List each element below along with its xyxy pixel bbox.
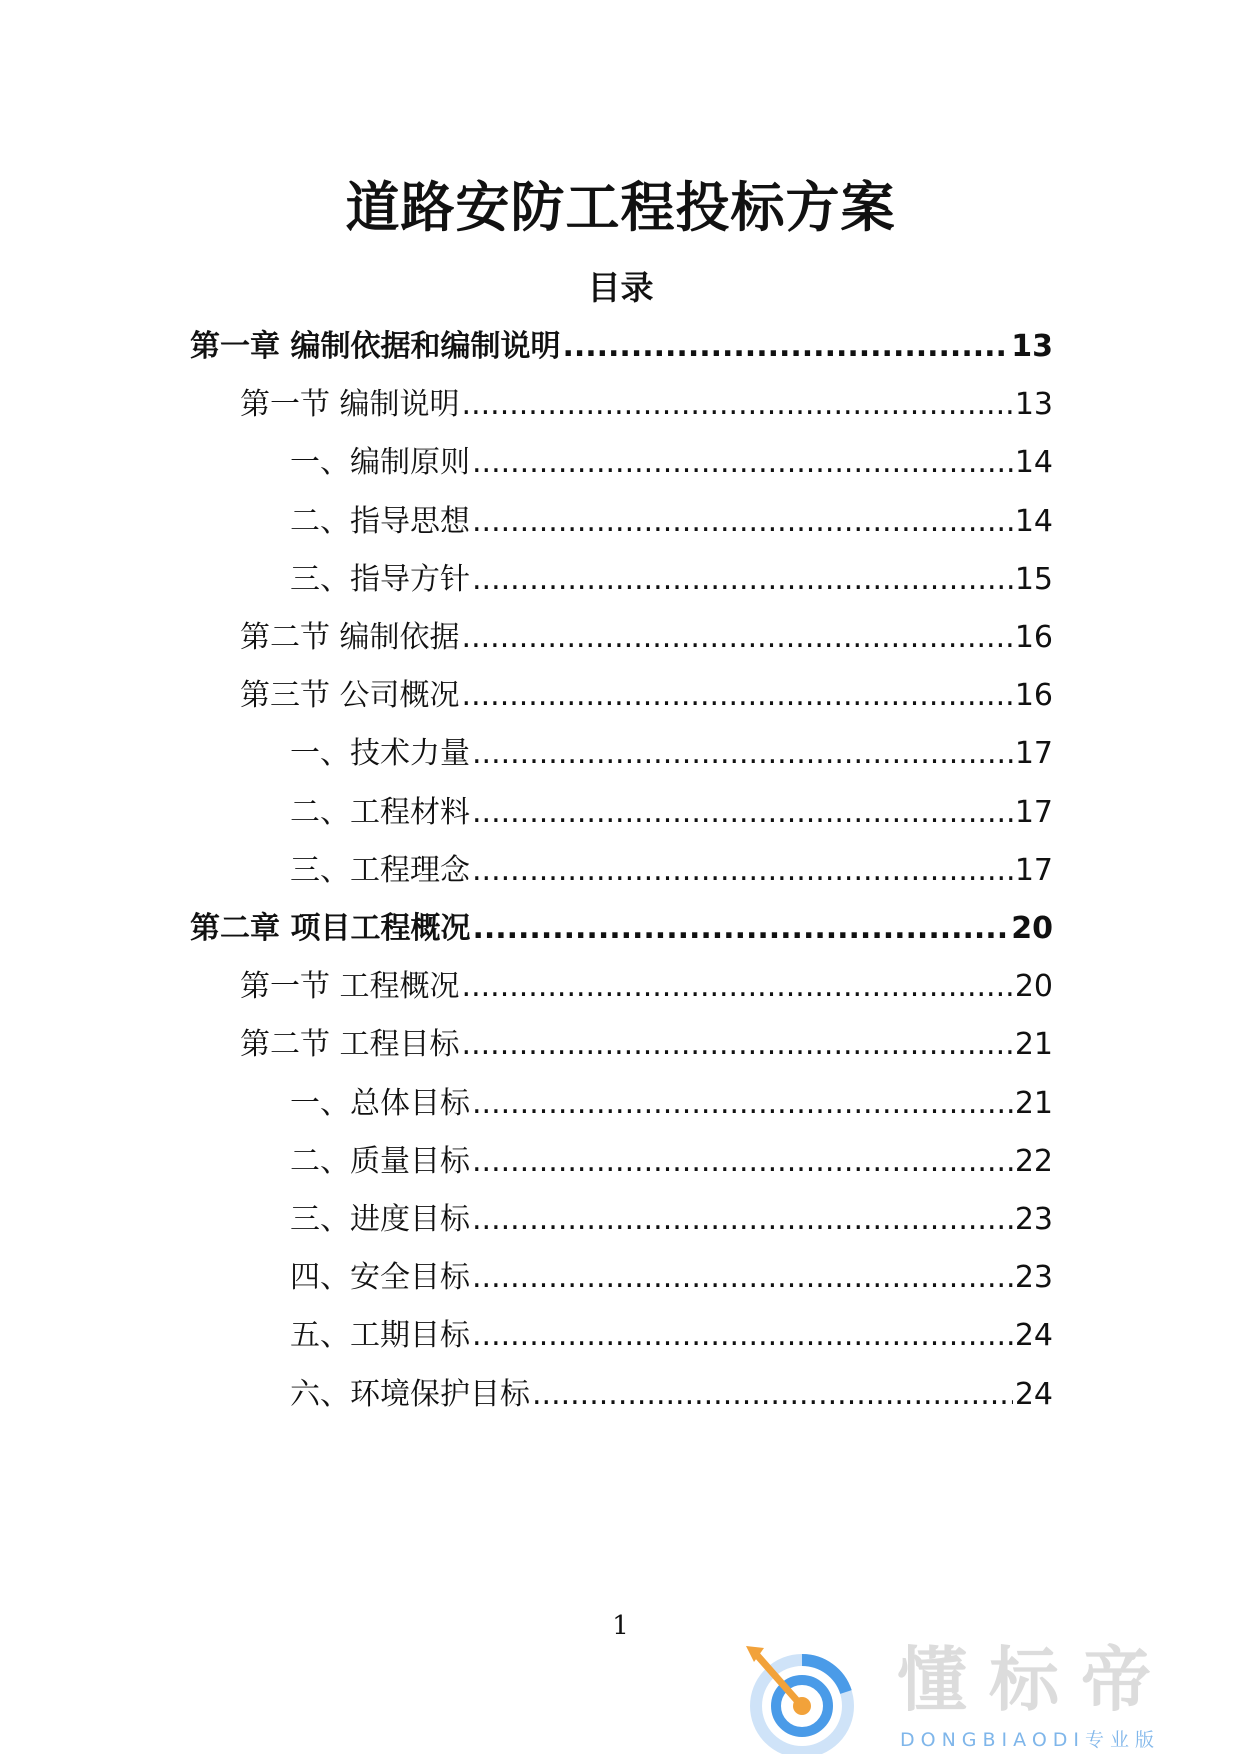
toc-entry-title: 第二节 工程目标 — [240, 1027, 460, 1063]
toc-entry-page-number: 24 — [1014, 1376, 1053, 1412]
toc-dot-leader — [462, 1024, 1013, 1066]
page-number: 1 — [612, 1611, 629, 1641]
toc-dot-leader — [462, 384, 1013, 426]
watermark-brand: 懂标帝 — [897, 1639, 1173, 1721]
toc-entry-title: 一、技术力量 — [290, 736, 470, 772]
toc-entry-title: 五、工期目标 — [290, 1318, 470, 1354]
toc-entry-title: 第二节 编制依据 — [240, 620, 460, 655]
toc-entry-page-number: 21 — [1014, 1085, 1053, 1121]
toc-dot-leader — [472, 1199, 1013, 1241]
toc-entry[interactable] — [190, 908, 1053, 950]
toc-entry[interactable] — [290, 1141, 1053, 1183]
toc-entry-title: 一、编制原则 — [290, 445, 470, 481]
toc-entry-page-number: 20 — [1011, 911, 1053, 946]
toc-entry-page-number: 17 — [1014, 852, 1053, 888]
toc-dot-leader — [472, 733, 1013, 775]
toc-dot-leader — [462, 966, 1013, 1008]
toc-dot-leader — [462, 675, 1013, 717]
toc-dot-leader — [472, 501, 1013, 543]
toc-entry[interactable] — [290, 1374, 1053, 1416]
toc-entry[interactable] — [290, 850, 1053, 892]
toc-entry-title: 第三节 公司概况 — [240, 678, 460, 714]
toc-entry[interactable] — [290, 501, 1053, 543]
toc-entry-page-number: 24 — [1014, 1318, 1053, 1354]
toc-dot-leader — [562, 326, 1009, 368]
toc-entry[interactable] — [240, 617, 1053, 659]
target-dart-logo-icon — [742, 1632, 882, 1754]
toc-entry-title: 二、质量目标 — [290, 1143, 470, 1179]
toc-dot-leader — [472, 1083, 1013, 1125]
toc-entry-page-number: 15 — [1014, 561, 1053, 597]
toc-entry-page-number: 13 — [1011, 329, 1053, 364]
toc-entry-page-number: 16 — [1014, 620, 1053, 655]
toc-entry[interactable] — [290, 1315, 1053, 1357]
toc-entry-title: 三、进度目标 — [290, 1202, 470, 1237]
toc-dot-leader — [472, 850, 1013, 892]
toc-entry-title: 六、环境保护目标 — [290, 1376, 530, 1412]
toc-entry[interactable] — [290, 442, 1053, 484]
toc-dot-leader — [472, 1257, 1013, 1299]
toc-heading: 目录 — [587, 268, 654, 307]
toc-dot-leader — [532, 1374, 1013, 1416]
toc-entry-title: 三、指导方针 — [290, 561, 470, 597]
toc-entry[interactable] — [190, 326, 1053, 368]
toc-entry-page-number: 14 — [1014, 503, 1053, 539]
toc-entry-title: 第一节 工程概况 — [240, 969, 460, 1005]
toc-entry-title: 三、工程理念 — [290, 852, 470, 888]
toc-entry[interactable] — [290, 559, 1053, 601]
toc-entry-title: 二、工程材料 — [290, 794, 470, 830]
toc-entry-page-number: 14 — [1014, 445, 1053, 481]
toc-dot-leader — [472, 442, 1013, 484]
toc-entry[interactable] — [240, 384, 1053, 426]
toc-entry[interactable] — [290, 792, 1053, 834]
toc-entry[interactable] — [290, 1083, 1053, 1125]
toc-entry[interactable] — [240, 675, 1053, 717]
toc-dot-leader — [472, 792, 1013, 834]
watermark — [742, 1632, 1241, 1754]
toc-dot-leader — [472, 1315, 1013, 1357]
document-title: 道路安防工程投标方案 — [345, 176, 896, 239]
toc-dot-leader — [472, 1141, 1013, 1183]
toc-dot-leader — [472, 559, 1013, 601]
toc-entry-page-number: 23 — [1014, 1202, 1053, 1237]
toc-entry-page-number: 23 — [1014, 1260, 1053, 1296]
toc-entry-title: 第一章 编制依据和编制说明 — [190, 329, 561, 364]
toc-entry-page-number: 16 — [1014, 678, 1053, 714]
toc-entry-title: 四、安全目标 — [290, 1260, 470, 1296]
toc-entry-title: 第二章 项目工程概况 — [190, 911, 471, 946]
toc-dot-leader — [462, 617, 1013, 659]
toc-entry-page-number: 17 — [1014, 736, 1053, 772]
toc-entry[interactable] — [240, 966, 1053, 1008]
toc-entry-title: 一、总体目标 — [290, 1085, 470, 1121]
toc-entry[interactable] — [290, 733, 1053, 775]
toc-entry-title: 第一节 编制说明 — [240, 387, 460, 423]
toc-entry-page-number: 21 — [1014, 1027, 1053, 1063]
toc-dot-leader — [472, 908, 1009, 950]
toc-entry-title: 二、指导思想 — [290, 503, 470, 539]
toc-entry[interactable] — [240, 1024, 1053, 1066]
toc-entry[interactable] — [290, 1257, 1053, 1299]
toc-entry[interactable] — [290, 1199, 1053, 1241]
toc-entry-page-number: 13 — [1014, 387, 1053, 423]
watermark-subtitle: DONGBIAODI专业版 — [900, 1729, 1161, 1751]
toc-entry-page-number: 22 — [1014, 1143, 1053, 1179]
toc-entry-page-number: 17 — [1014, 794, 1053, 830]
toc-entry-page-number: 20 — [1014, 969, 1053, 1005]
